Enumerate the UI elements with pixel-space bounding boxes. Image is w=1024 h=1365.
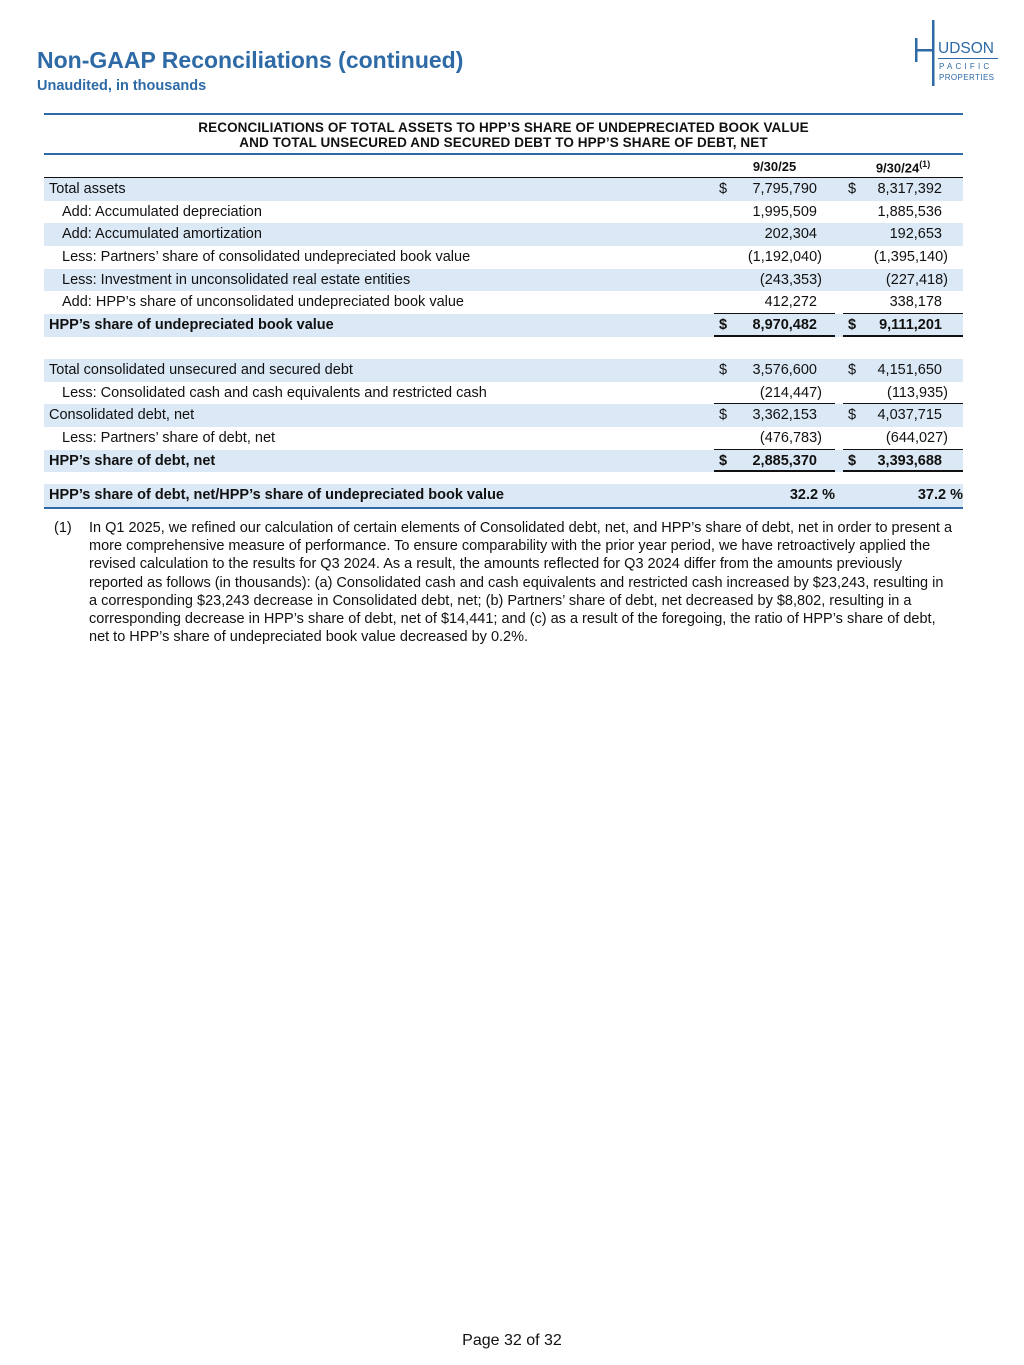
table-row bbox=[44, 178, 963, 201]
logo-main-text: UDSON bbox=[938, 40, 994, 57]
table-heading-line1: RECONCILIATIONS OF TOTAL ASSETS TO HPP’S SHARE OF UNDEPRECIATED BOOK VALUE bbox=[198, 120, 809, 135]
hudson-logo bbox=[912, 18, 1002, 90]
page-number: Page 32 of 32 bbox=[462, 1332, 562, 1349]
footnote bbox=[54, 519, 954, 646]
value-9-30-24: 192,653 bbox=[889, 226, 942, 243]
value-9-30-24: 37.2 % bbox=[917, 487, 963, 504]
table-row bbox=[44, 427, 963, 450]
row-label: Add: Accumulated depreciation bbox=[62, 203, 262, 220]
value-9-30-24: 4,151,650 bbox=[877, 361, 942, 378]
value-9-30-25: 412,272 bbox=[764, 294, 817, 311]
table-row bbox=[44, 291, 963, 314]
table-row bbox=[44, 404, 963, 427]
dollar-sign: $ bbox=[719, 452, 728, 469]
dollar-sign: $ bbox=[848, 407, 857, 424]
value-9-30-24: 338,178 bbox=[889, 294, 942, 311]
row-label: HPP’s share of undepreciated book value bbox=[49, 317, 334, 334]
row-label: Total consolidated unsecured and secured debt bbox=[49, 361, 353, 378]
col2-header-text: 9/30/24 bbox=[875, 160, 920, 176]
table-row bbox=[44, 223, 963, 246]
value-9-30-24: (1,395,140) bbox=[873, 249, 948, 266]
col2-footnote-ref: (1) bbox=[919, 159, 931, 169]
page-subtitle: Unaudited, in thousands bbox=[37, 78, 207, 94]
table-row bbox=[44, 359, 963, 382]
table-row-subtotal bbox=[44, 450, 963, 473]
row-label: Consolidated debt, net bbox=[49, 407, 195, 424]
value-9-30-24: (113,935) bbox=[887, 384, 948, 401]
value-9-30-25: 2,885,370 bbox=[752, 452, 817, 469]
page-title: Non-GAAP Reconciliations (continued) bbox=[37, 47, 464, 73]
spacer bbox=[44, 472, 963, 484]
col-header-9-30-24 bbox=[843, 159, 963, 175]
row-label: Less: Partners’ share of consolidated undepreciated book value bbox=[62, 249, 471, 266]
row-label: Add: Accumulated amortization bbox=[62, 226, 262, 243]
column-header-row bbox=[44, 155, 963, 178]
table-row bbox=[44, 246, 963, 269]
row-label: Less: Consolidated cash and cash equivalents and restricted cash bbox=[62, 384, 487, 401]
table-heading bbox=[44, 113, 963, 155]
reconciliation-table bbox=[44, 113, 963, 509]
row-label: HPP’s share of debt, net/HPP’s share of undepreciated book value bbox=[49, 487, 504, 504]
dollar-sign: $ bbox=[719, 181, 728, 197]
footnote-marker: (1) bbox=[54, 520, 72, 536]
footnote-text: In Q1 2025, we refined our calculation of certain elements of Consolidated debt, net, and HPP’s share of debt, net in order to present a more comprehensive measure of performance. To ensure comparability with the prior year period, we have retroactively applied the revised calculation to the results for Q3 2024. As a result, the amounts reflected for Q3 2024 differ from the amounts previously reported as follows (in thousands): (a) Consolidated cash and cash equivalents and restricted cash increased by $23,243, resulting in a corresponding $23,243 decrease in Consolidated debt, net; (b) Partners’ share of debt, net decreased by $8,802, resulting in a corresponding decrease in HPP’s share of debt, net of $14,441; and (c) as a result of the foregoing, the ratio of HPP’s share of debt, net to HPP’s share of undepreciated book value decreased by 0.2%. bbox=[89, 520, 953, 646]
value-9-30-24: 4,037,715 bbox=[877, 407, 942, 424]
value-9-30-24: 3,393,688 bbox=[877, 452, 942, 469]
dollar-sign: $ bbox=[848, 452, 857, 469]
dollar-sign: $ bbox=[848, 317, 857, 334]
table-row bbox=[44, 201, 963, 224]
value-9-30-25: 3,576,600 bbox=[752, 361, 817, 378]
dollar-sign: $ bbox=[719, 361, 728, 378]
table-row-subtotal bbox=[44, 314, 963, 337]
value-9-30-25: (1,192,040) bbox=[747, 249, 822, 266]
dollar-sign: $ bbox=[719, 317, 728, 334]
table-row-ratio bbox=[44, 484, 963, 509]
value-9-30-25: 202,304 bbox=[764, 226, 817, 243]
col-header-9-30-25: 9/30/25 bbox=[752, 159, 797, 174]
row-label: HPP’s share of debt, net bbox=[49, 452, 216, 469]
dollar-sign: $ bbox=[719, 407, 728, 424]
spacer bbox=[44, 337, 963, 359]
row-label: Less: Partners’ share of debt, net bbox=[62, 429, 276, 446]
value-9-30-24: 9,111,201 bbox=[879, 317, 942, 334]
row-label: Less: Investment in unconsolidated real estate entities bbox=[62, 271, 411, 288]
value-9-30-25: 3,362,153 bbox=[752, 407, 817, 424]
table-heading-line2: AND TOTAL UNSECURED AND SECURED DEBT TO HPP’S SHARE OF DEBT, NET bbox=[239, 135, 768, 150]
value-9-30-25: (214,447) bbox=[759, 384, 822, 401]
value-9-30-24: (227,418) bbox=[885, 271, 948, 288]
value-9-30-24: 8,317,392 bbox=[877, 181, 942, 197]
table-row bbox=[44, 382, 963, 405]
dollar-sign: $ bbox=[848, 181, 857, 197]
value-9-30-25: (476,783) bbox=[759, 429, 822, 446]
row-label: Total assets bbox=[49, 181, 126, 197]
value-9-30-24: (644,027) bbox=[885, 429, 948, 446]
value-9-30-24: 1,885,536 bbox=[877, 203, 942, 220]
value-9-30-25: 8,970,482 bbox=[752, 317, 817, 334]
logo-line2-text: PACIFIC bbox=[939, 62, 993, 71]
logo-line3-text: PROPERTIES bbox=[939, 73, 995, 82]
table-row bbox=[44, 269, 963, 292]
row-label: Add: HPP’s share of unconsolidated undepreciated book value bbox=[62, 294, 464, 311]
value-9-30-25: 1,995,509 bbox=[752, 203, 817, 220]
value-9-30-25: 7,795,790 bbox=[752, 181, 817, 197]
dollar-sign: $ bbox=[848, 361, 857, 378]
value-9-30-25: (243,353) bbox=[759, 271, 822, 288]
value-9-30-25: 32.2 % bbox=[789, 487, 835, 504]
